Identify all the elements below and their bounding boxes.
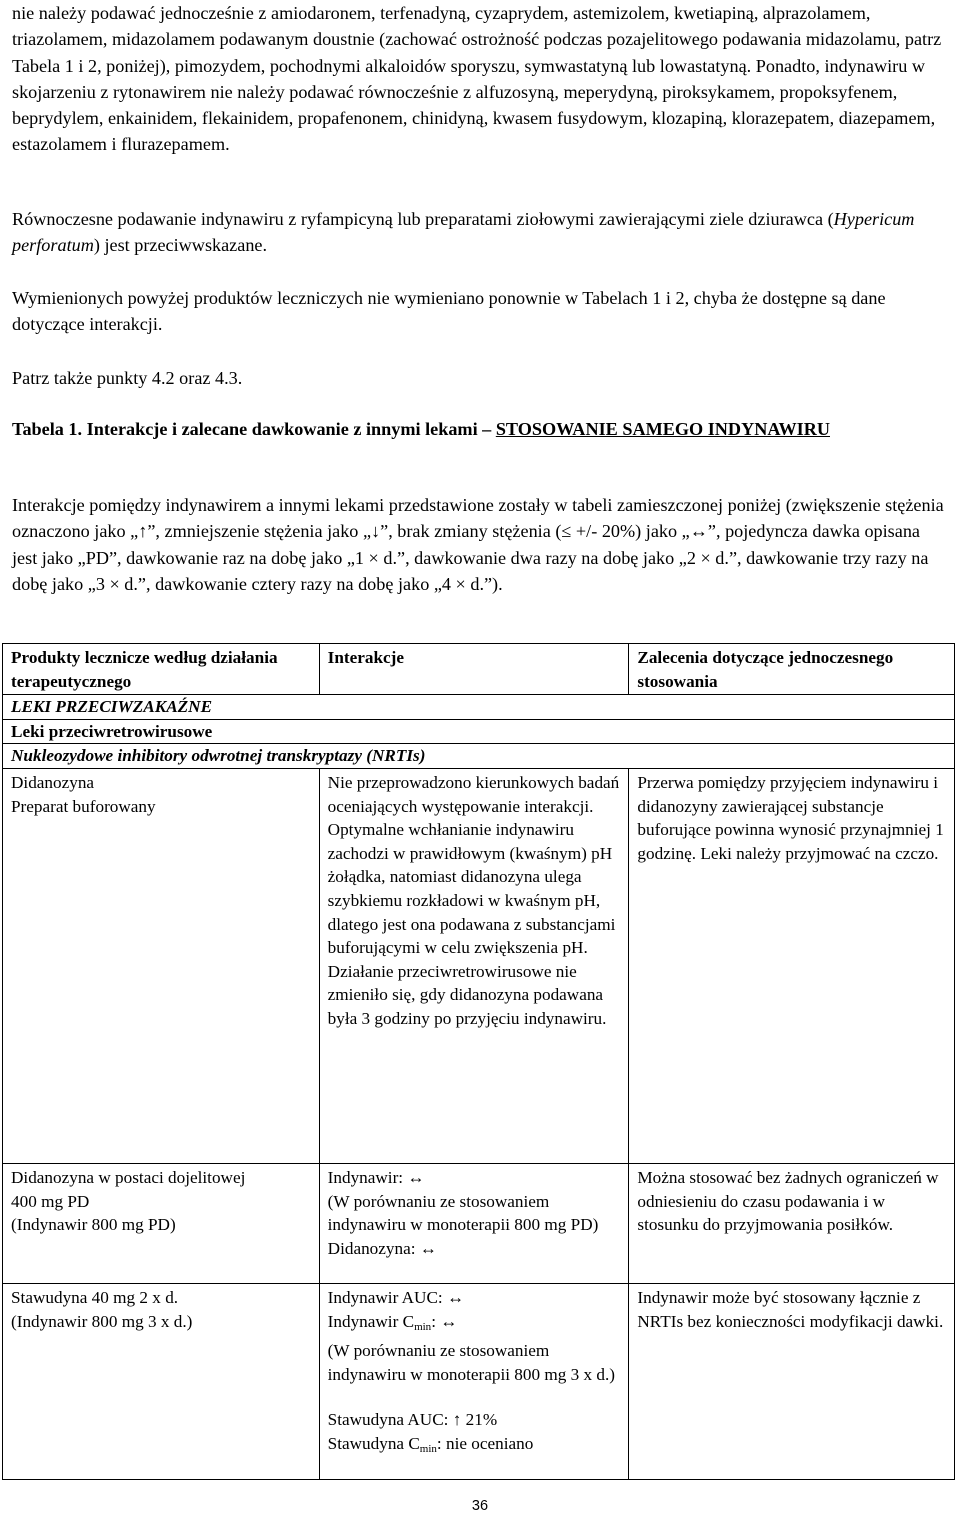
interaction-line (328, 1310, 623, 1340)
product-line: (Indynawir 800 mg PD) (11, 1215, 176, 1235)
recommendation-cell: Można stosować bez żadnych ograniczeń w odniesieniu do czasu podawania i w stosunku do przyjmowania posiłków. (629, 1163, 955, 1283)
spacer (328, 1386, 623, 1408)
header-interactions: Interakcje (319, 644, 629, 695)
product-line: Didanozyna w postaci dojelitowej (11, 1167, 246, 1187)
recommendation-cell: Przerwa pomiędzy przyjęciem indynawiru i didanozyny zawierającej substancje buforujące powinna wynosić przynajmniej 1 godzinę. Leki należy przyjmować na czczo. (629, 768, 955, 1163)
table-row (3, 768, 955, 1163)
table-row (3, 1283, 955, 1479)
table-header-row (3, 644, 955, 695)
section-nrtis: Nukleozydowe inhibitory odwrotnej transkryptazy (NRTIs) (3, 744, 955, 769)
section-antiretrovirals: Leki przeciwretrowirusowe (3, 719, 955, 744)
interaction-line (328, 1432, 623, 1462)
stav-cmin-subscript: min (419, 1442, 437, 1455)
p2-text-b: ) jest przeciwwskazane. (93, 235, 268, 256)
section-row-nrtis (3, 744, 955, 769)
header-products: Produkty lecznicze według działania terapeutycznego (3, 644, 320, 695)
page-number: 36 (471, 1498, 489, 1514)
interaction-cell: Nie przeprowadzono kierunkowych badań oceniających występowanie interakcji. Optymalne wchłanianie indynawiru zachodzi w prawidłowym (kwaśnym) pH żołądka, natomiast didanozyna ulega szybkiemu rozkładowi w kwaśnym pH, dlatego jest ona podawana z substancjami buforującymi w celu zwiększenia pH. Działanie przeciwretrowirusowe nie zmieniło się, gdy didanozyna podawana była 3 godziny po przyjęciu indynawiru. (319, 768, 629, 1163)
table-row (3, 1163, 955, 1283)
product-cell (3, 1163, 320, 1283)
paragraph-legend: Interakcje pomiędzy indynawirem a innymi lekami przedstawione zostały w tabeli zamieszczonej poniżej (zwiększenie stężenia oznaczono jako „↑”, zmniejszenie stężenia jako „↓”, brak zmiany stężenia (≤ +/- 20%) jako „↔”, pojedyncza dawka opisana jest jako „PD”, dawkowanie raz na dobę jako „1 × d.”, dawkowanie dwa razy na dobę jako „2 × d.”, dawkowanie trzy razy na dobę jako „3 × d.”, dawkowanie cztery razy na dobę jako „4 × d.”). (12, 495, 944, 594)
paragraph-contraindications: nie należy podawać jednocześnie z amiodaronem, terfenadyną, cyzaprydem, astemizolem, kwetiapiną, alprazolamem, triazolamem, midazolamem podawanym doustnie (zachować ostrożność podczas pozajelitowego podawania midazolamu, patrz Tabela 1 i 2, poniżej), pimozydem, pochodnymi alkaloidów sporyszu, symwastatyną lub lowastatyną. Ponadto, indynawiru w skojarzeniu z rytonawirem nie należy podawać równocześnie z alfuzosyną, meperydyną, piroksykamem, propoksyfenem, beprydylem, enkainidem, flekainidem, propafenonem, chinidyną, kwasem fusydowym, klozapiną, klorazepatem, diazepamem, estazolamem i flurazepamem. (12, 3, 942, 155)
stav-cmin-label: Stawudyna C (327, 1433, 420, 1453)
product-line: Preparat buforowany (11, 796, 156, 816)
interaction-table (2, 643, 955, 1480)
section-row-antiretrovirals (3, 719, 955, 744)
stav-cmin-value: : nie oceniano (436, 1433, 534, 1453)
cmin-subscript: min (414, 1320, 432, 1333)
interaction-line: Indynawir: ↔ (327, 1167, 425, 1187)
interaction-line: (W porównaniu ze stosowaniem indynawiru w monoterapii 800 mg PD) (327, 1191, 599, 1235)
product-line: (Indynawir 800 mg 3 x d.) (11, 1311, 193, 1331)
cmin-label: Indynawir C (327, 1311, 415, 1331)
product-cell (3, 1283, 320, 1479)
table-title-plain: Tabela 1. Interakcje i zalecane dawkowanie z innymi lekami – (12, 419, 496, 439)
product-line: 400 mg PD (11, 1191, 90, 1211)
table-title (12, 416, 948, 442)
product-line: Didanozyna (11, 772, 95, 792)
table-title-underlined: STOSOWANIE SAMEGO INDYNAWIRU (495, 419, 830, 439)
p2-text-a: Równoczesne podawanie indynawiru z ryfampicyną lub preparatami ziołowymi zawierającymi ziele dziurawca ( (12, 209, 834, 229)
interaction-cell (319, 1163, 629, 1283)
section-antiinfectives: LEKI PRZECIWZAKAŹNE (3, 695, 955, 720)
interaction-line: Stawudyna AUC: ↑ 21% (327, 1410, 498, 1430)
p2-italic-latin: Hypericum perforatum (12, 209, 915, 256)
paragraph-not-listed: Wymienionych powyżej produktów leczniczych nie wymieniano ponownie w Tabelach 1 i 2, chyba że dostępne są dane dotyczące interakcji. (12, 288, 886, 335)
interaction-line: Indynawir AUC: ↔ (327, 1287, 465, 1307)
product-line: Stawudyna 40 mg 2 x d. (11, 1287, 179, 1307)
cmin-value: : ↔ (431, 1311, 458, 1331)
interaction-line: (W porównaniu ze stosowaniem indynawiru w monoterapii 800 mg 3 x d.) (327, 1341, 616, 1384)
paragraph-rifampicin (12, 206, 948, 259)
recommendation-cell: Indynawir może być stosowany łącznie z NRTIs bez konieczności modyfikacji dawki. (629, 1283, 955, 1479)
paragraph-see-also: Patrz także punkty 4.2 oraz 4.3. (12, 368, 243, 388)
product-cell (3, 768, 320, 1163)
section-row-antiinfectives (3, 695, 955, 720)
interaction-line: Didanozyna: ↔ (327, 1238, 437, 1258)
interaction-cell (319, 1283, 629, 1479)
header-recommendations: Zalecenia dotyczące jednoczesnego stosowania (629, 644, 955, 695)
